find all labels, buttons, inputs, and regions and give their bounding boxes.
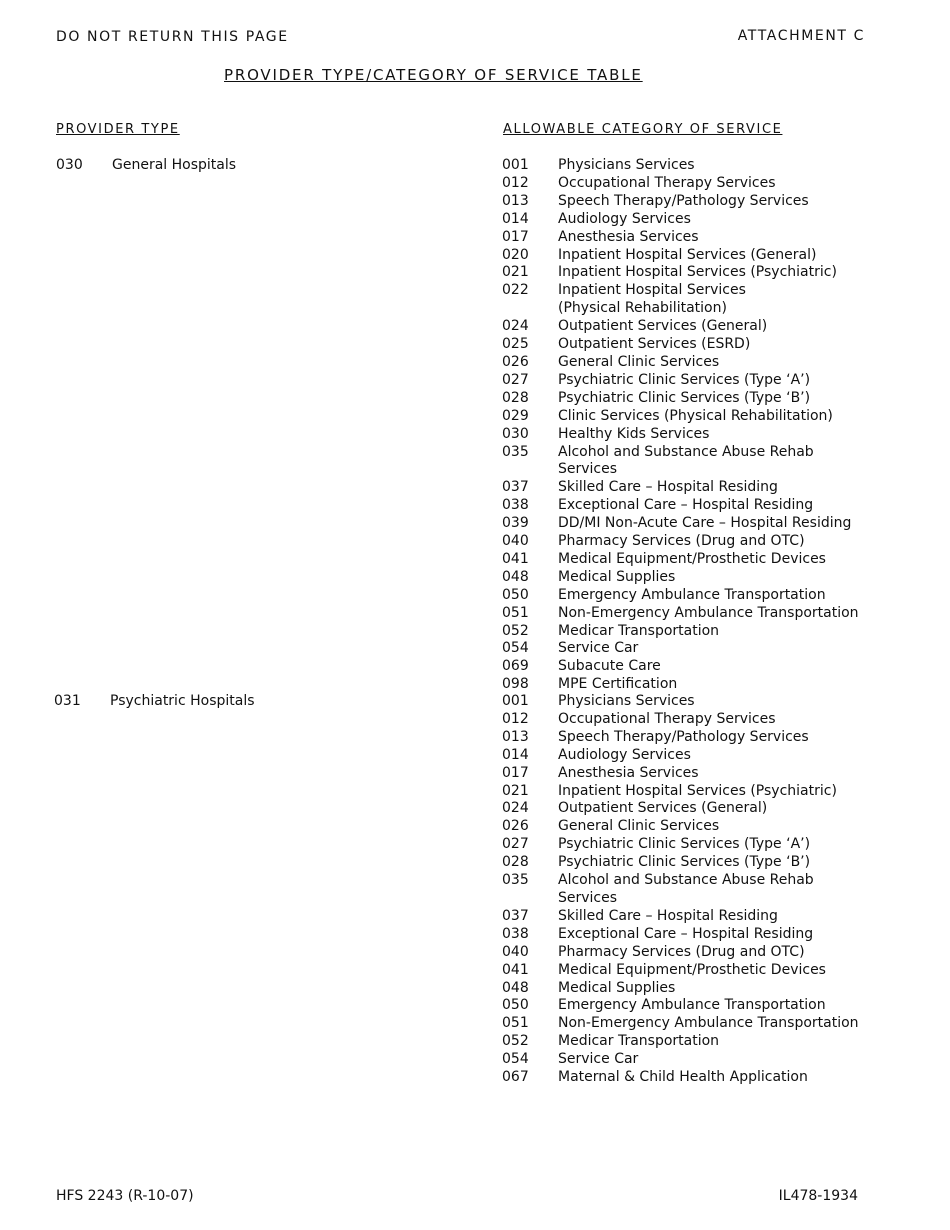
service-row bbox=[502, 264, 868, 282]
service-desc: Maternal & Child Health Application bbox=[558, 1069, 808, 1086]
service-row bbox=[502, 157, 868, 175]
service-row bbox=[502, 623, 868, 641]
service-desc: Audiology Services bbox=[558, 746, 691, 763]
service-code: 038 bbox=[502, 497, 529, 514]
service-list-general-hospitals bbox=[502, 157, 868, 694]
service-row bbox=[502, 318, 868, 336]
service-desc: Alcohol and Substance Abuse Rehab Services bbox=[558, 872, 814, 906]
service-code: 020 bbox=[502, 246, 529, 263]
service-code: 017 bbox=[502, 228, 529, 245]
service-row bbox=[502, 175, 868, 193]
service-code: 037 bbox=[502, 907, 529, 924]
service-code: 040 bbox=[502, 943, 529, 960]
service-desc: Alcohol and Substance Abuse Rehab Services bbox=[558, 443, 814, 478]
service-desc: Outpatient Services (General) bbox=[558, 800, 768, 817]
service-code: 067 bbox=[502, 1069, 529, 1086]
service-row bbox=[502, 247, 868, 265]
service-code: 037 bbox=[502, 479, 529, 496]
service-row bbox=[502, 426, 868, 444]
service-row bbox=[502, 944, 868, 962]
service-code: 027 bbox=[502, 836, 529, 853]
service-code: 054 bbox=[502, 1051, 529, 1068]
service-row bbox=[502, 908, 868, 926]
service-row bbox=[502, 1015, 868, 1033]
service-row bbox=[502, 783, 868, 801]
service-desc: Non-Emergency Ambulance Transportation bbox=[558, 604, 859, 621]
provider-code: 030 bbox=[56, 157, 83, 173]
service-desc: Service Car bbox=[558, 1051, 639, 1068]
service-code: 021 bbox=[502, 782, 529, 799]
service-code: 051 bbox=[502, 604, 529, 621]
service-row bbox=[502, 444, 868, 480]
service-desc: Physicians Services bbox=[558, 157, 695, 173]
service-row bbox=[502, 605, 868, 623]
service-row bbox=[502, 747, 868, 765]
service-row bbox=[502, 980, 868, 998]
service-row bbox=[502, 693, 868, 711]
service-code: 013 bbox=[502, 728, 529, 745]
service-row bbox=[502, 872, 868, 908]
service-desc: Exceptional Care – Hospital Residing bbox=[558, 497, 814, 514]
service-code: 050 bbox=[502, 586, 529, 603]
service-code: 098 bbox=[502, 676, 529, 693]
service-code: 052 bbox=[502, 622, 529, 639]
service-desc: Pharmacy Services (Drug and OTC) bbox=[558, 943, 805, 960]
column-header-category: ALLOWABLE CATEGORY OF SERVICE bbox=[503, 122, 783, 137]
service-code: 041 bbox=[502, 961, 529, 978]
service-desc: Inpatient Hospital Services (Psychiatric) bbox=[558, 264, 837, 281]
service-row bbox=[502, 854, 868, 872]
service-code: 035 bbox=[502, 443, 529, 460]
service-code: 069 bbox=[502, 658, 529, 675]
service-row bbox=[502, 282, 868, 318]
column-header-provider-type: PROVIDER TYPE bbox=[56, 122, 180, 137]
page-title: PROVIDER TYPE/CATEGORY OF SERVICE TABLE bbox=[224, 66, 643, 84]
service-row bbox=[502, 408, 868, 426]
service-code: 029 bbox=[502, 407, 529, 424]
service-code: 052 bbox=[502, 1033, 529, 1050]
service-row bbox=[502, 836, 868, 854]
service-row bbox=[502, 515, 868, 533]
service-row bbox=[502, 390, 868, 408]
service-row bbox=[502, 711, 868, 729]
service-code: 028 bbox=[502, 854, 529, 871]
provider-row-general-hospitals bbox=[56, 157, 236, 175]
service-code: 030 bbox=[502, 425, 529, 442]
service-desc: Inpatient Hospital Services (Physical Rehabilitation) bbox=[558, 282, 746, 317]
service-desc: Medical Supplies bbox=[558, 568, 676, 585]
service-desc: Medical Supplies bbox=[558, 979, 676, 996]
service-desc: MPE Certification bbox=[558, 676, 678, 693]
service-desc: Audiology Services bbox=[558, 210, 691, 227]
service-desc: Inpatient Hospital Services (General) bbox=[558, 246, 817, 263]
service-desc: Medicar Transportation bbox=[558, 1033, 720, 1050]
service-row bbox=[502, 354, 868, 372]
service-row bbox=[502, 587, 868, 605]
service-row bbox=[502, 497, 868, 515]
service-desc: Psychiatric Clinic Services (Type ‘A’) bbox=[558, 371, 811, 388]
service-row bbox=[502, 729, 868, 747]
service-code: 050 bbox=[502, 997, 529, 1014]
service-code: 038 bbox=[502, 925, 529, 942]
service-code: 028 bbox=[502, 389, 529, 406]
service-code: 001 bbox=[502, 693, 529, 709]
header-left-notice: DO NOT RETURN THIS PAGE bbox=[56, 29, 289, 45]
service-row bbox=[502, 229, 868, 247]
service-code: 040 bbox=[502, 533, 529, 550]
service-code: 026 bbox=[502, 353, 529, 370]
service-desc: DD/MI Non-Acute Care – Hospital Residing bbox=[558, 515, 852, 532]
service-desc: Healthy Kids Services bbox=[558, 425, 710, 442]
service-desc: Exceptional Care – Hospital Residing bbox=[558, 925, 814, 942]
provider-row-psychiatric-hospitals bbox=[54, 693, 255, 711]
service-desc: Anesthesia Services bbox=[558, 764, 699, 781]
service-code: 013 bbox=[502, 192, 529, 209]
service-desc: Medicar Transportation bbox=[558, 622, 720, 639]
service-desc: Physicians Services bbox=[558, 693, 695, 709]
service-code: 054 bbox=[502, 640, 529, 657]
service-code: 014 bbox=[502, 210, 529, 227]
service-row bbox=[502, 962, 868, 980]
service-row bbox=[502, 676, 868, 694]
service-row bbox=[502, 551, 868, 569]
form-code: IL478-1934 bbox=[778, 1188, 858, 1204]
service-desc: Occupational Therapy Services bbox=[558, 174, 776, 191]
service-code: 039 bbox=[502, 515, 529, 532]
service-row bbox=[502, 926, 868, 944]
service-row bbox=[502, 372, 868, 390]
service-desc: Psychiatric Clinic Services (Type ‘B’) bbox=[558, 389, 811, 406]
service-code: 001 bbox=[502, 157, 529, 173]
service-desc: Medical Equipment/Prosthetic Devices bbox=[558, 961, 826, 978]
service-code: 017 bbox=[502, 764, 529, 781]
service-code: 012 bbox=[502, 174, 529, 191]
header-attachment-label: ATTACHMENT C bbox=[737, 28, 865, 44]
service-row bbox=[502, 818, 868, 836]
service-desc: Outpatient Services (ESRD) bbox=[558, 336, 751, 353]
service-row bbox=[502, 533, 868, 551]
service-row bbox=[502, 569, 868, 587]
service-code: 048 bbox=[502, 979, 529, 996]
service-code: 035 bbox=[502, 872, 529, 889]
service-code: 021 bbox=[502, 264, 529, 281]
service-code: 025 bbox=[502, 336, 529, 353]
service-row bbox=[502, 800, 868, 818]
service-code: 041 bbox=[502, 550, 529, 567]
service-desc: Psychiatric Clinic Services (Type ‘B’) bbox=[558, 854, 811, 871]
service-desc: Skilled Care – Hospital Residing bbox=[558, 479, 778, 496]
service-desc: Pharmacy Services (Drug and OTC) bbox=[558, 533, 805, 550]
service-code: 051 bbox=[502, 1015, 529, 1032]
form-number: HFS 2243 (R-10-07) bbox=[56, 1188, 194, 1204]
service-row bbox=[502, 1069, 868, 1087]
service-desc: Anesthesia Services bbox=[558, 228, 699, 245]
service-code: 026 bbox=[502, 818, 529, 835]
service-row bbox=[502, 479, 868, 497]
service-row bbox=[502, 997, 868, 1015]
service-desc: Service Car bbox=[558, 640, 639, 657]
service-code: 012 bbox=[502, 710, 529, 727]
service-row bbox=[502, 211, 868, 229]
service-desc: Emergency Ambulance Transportation bbox=[558, 586, 826, 603]
service-desc: Subacute Care bbox=[558, 658, 661, 675]
service-desc: Medical Equipment/Prosthetic Devices bbox=[558, 550, 826, 567]
service-row bbox=[502, 658, 868, 676]
service-code: 027 bbox=[502, 371, 529, 388]
service-code: 014 bbox=[502, 746, 529, 763]
service-desc: Non-Emergency Ambulance Transportation bbox=[558, 1015, 859, 1032]
service-row bbox=[502, 193, 868, 211]
service-code: 048 bbox=[502, 568, 529, 585]
service-row bbox=[502, 765, 868, 783]
service-row bbox=[502, 336, 868, 354]
service-desc: Speech Therapy/Pathology Services bbox=[558, 192, 809, 209]
service-code: 024 bbox=[502, 800, 529, 817]
service-desc: Inpatient Hospital Services (Psychiatric) bbox=[558, 782, 837, 799]
service-desc: General Clinic Services bbox=[558, 353, 720, 370]
service-row bbox=[502, 1033, 868, 1051]
service-desc: Emergency Ambulance Transportation bbox=[558, 997, 826, 1014]
service-code: 022 bbox=[502, 282, 529, 299]
service-row bbox=[502, 640, 868, 658]
provider-code: 031 bbox=[54, 693, 81, 709]
service-desc: Outpatient Services (General) bbox=[558, 318, 768, 335]
service-row bbox=[502, 1051, 868, 1069]
service-code: 024 bbox=[502, 318, 529, 335]
service-list-psychiatric-hospitals bbox=[502, 693, 868, 1087]
service-desc: Psychiatric Clinic Services (Type ‘A’) bbox=[558, 836, 811, 853]
service-desc: Clinic Services (Physical Rehabilitation) bbox=[558, 407, 833, 424]
service-desc: Skilled Care – Hospital Residing bbox=[558, 907, 778, 924]
service-desc: General Clinic Services bbox=[558, 818, 720, 835]
provider-name: General Hospitals bbox=[112, 157, 237, 173]
service-desc: Occupational Therapy Services bbox=[558, 710, 776, 727]
provider-name: Psychiatric Hospitals bbox=[110, 693, 255, 709]
service-desc: Speech Therapy/Pathology Services bbox=[558, 728, 809, 745]
